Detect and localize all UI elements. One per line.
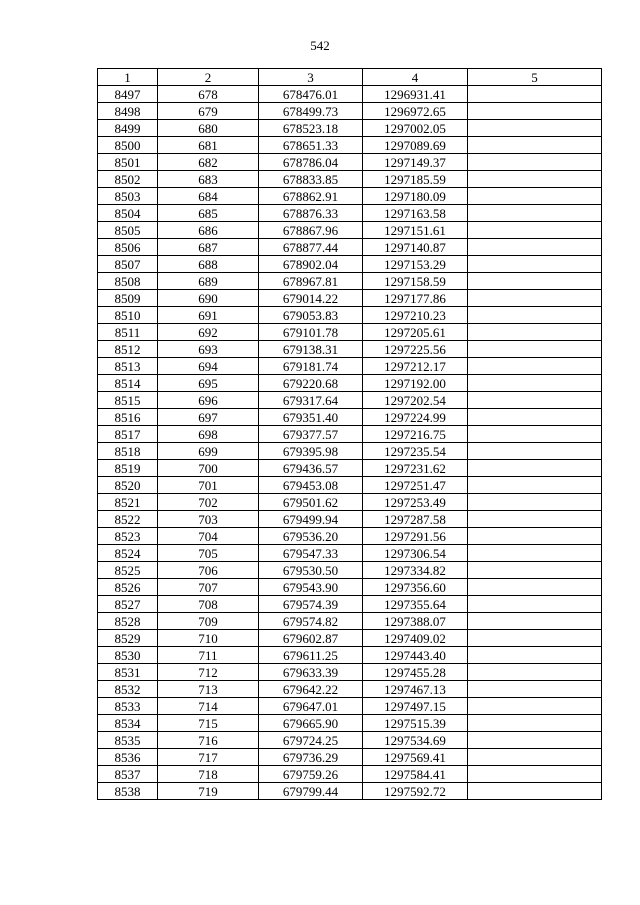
table-cell: 679543.90 — [259, 579, 363, 596]
table-cell: 718 — [158, 766, 259, 783]
table-cell: 8510 — [98, 307, 158, 324]
table-cell: 1297497.15 — [363, 698, 468, 715]
table-row — [98, 511, 602, 528]
table-cell: 1297235.54 — [363, 443, 468, 460]
table-cell: 678833.85 — [259, 171, 363, 188]
table-cell: 8511 — [98, 324, 158, 341]
table-cell — [468, 613, 602, 630]
table-cell: 678967.81 — [259, 273, 363, 290]
table-cell: 8534 — [98, 715, 158, 732]
table-cell — [468, 256, 602, 273]
table-cell — [468, 392, 602, 409]
table-cell: 8536 — [98, 749, 158, 766]
table-cell: 8505 — [98, 222, 158, 239]
table-row — [98, 494, 602, 511]
table-cell: 679633.39 — [259, 664, 363, 681]
table-cell: 688 — [158, 256, 259, 273]
table-cell — [468, 681, 602, 698]
table-cell: 682 — [158, 154, 259, 171]
table-cell: 8497 — [98, 86, 158, 103]
table-row — [98, 749, 602, 766]
table-cell: 1297210.23 — [363, 307, 468, 324]
table-row — [98, 103, 602, 120]
table-cell: 8504 — [98, 205, 158, 222]
table-cell: 8537 — [98, 766, 158, 783]
table-cell: 679377.57 — [259, 426, 363, 443]
table-cell: 8517 — [98, 426, 158, 443]
table-cell — [468, 222, 602, 239]
table-cell — [468, 375, 602, 392]
table-cell — [468, 307, 602, 324]
table-cell: 679220.68 — [259, 375, 363, 392]
table-cell: 679436.57 — [259, 460, 363, 477]
table-cell: 8530 — [98, 647, 158, 664]
table-row — [98, 613, 602, 630]
table-cell: 692 — [158, 324, 259, 341]
table-cell: 694 — [158, 358, 259, 375]
table-cell: 8502 — [98, 171, 158, 188]
table-cell: 678651.33 — [259, 137, 363, 154]
table-row — [98, 256, 602, 273]
table-cell: 1297467.13 — [363, 681, 468, 698]
coordinates-table — [97, 68, 602, 800]
table-cell: 719 — [158, 783, 259, 800]
table-cell — [468, 630, 602, 647]
table-cell: 8508 — [98, 273, 158, 290]
table-row — [98, 630, 602, 647]
table-cell — [468, 154, 602, 171]
table-row — [98, 460, 602, 477]
table-cell: 702 — [158, 494, 259, 511]
table-cell — [468, 596, 602, 613]
table-cell: 8532 — [98, 681, 158, 698]
table-cell: 679574.82 — [259, 613, 363, 630]
table-cell: 1297212.17 — [363, 358, 468, 375]
table-cell: 701 — [158, 477, 259, 494]
column-header: 1 — [98, 69, 158, 86]
table-row — [98, 443, 602, 460]
table-cell: 1297569.41 — [363, 749, 468, 766]
table-cell — [468, 647, 602, 664]
table-cell: 1296972.65 — [363, 103, 468, 120]
table-row — [98, 783, 602, 800]
table-cell: 1297334.82 — [363, 562, 468, 579]
table-row — [98, 477, 602, 494]
table-cell: 691 — [158, 307, 259, 324]
table-cell — [468, 579, 602, 596]
table-cell: 679642.22 — [259, 681, 363, 698]
table-cell: 679602.87 — [259, 630, 363, 647]
table-row — [98, 545, 602, 562]
table-cell — [468, 698, 602, 715]
table-cell: 683 — [158, 171, 259, 188]
table-cell: 1297216.75 — [363, 426, 468, 443]
table-cell — [468, 443, 602, 460]
table-cell: 679799.44 — [259, 783, 363, 800]
table-cell: 709 — [158, 613, 259, 630]
table-cell: 8515 — [98, 392, 158, 409]
table-cell — [468, 732, 602, 749]
table-cell: 678499.73 — [259, 103, 363, 120]
table-cell — [468, 477, 602, 494]
table-row — [98, 341, 602, 358]
table-cell: 8512 — [98, 341, 158, 358]
table-row — [98, 579, 602, 596]
table-row — [98, 307, 602, 324]
table-cell: 717 — [158, 749, 259, 766]
table-cell: 699 — [158, 443, 259, 460]
table-cell: 8499 — [98, 120, 158, 137]
table-cell: 1297534.69 — [363, 732, 468, 749]
table-cell: 1296931.41 — [363, 86, 468, 103]
table-row — [98, 290, 602, 307]
table-cell: 679536.20 — [259, 528, 363, 545]
table-cell — [468, 766, 602, 783]
table-cell: 8516 — [98, 409, 158, 426]
table-row — [98, 715, 602, 732]
table-cell: 706 — [158, 562, 259, 579]
table-cell — [468, 664, 602, 681]
table-cell — [468, 715, 602, 732]
table-cell: 1297455.28 — [363, 664, 468, 681]
table-cell — [468, 749, 602, 766]
table-row — [98, 171, 602, 188]
table-cell: 678876.33 — [259, 205, 363, 222]
table-row — [98, 222, 602, 239]
table-cell: 678877.44 — [259, 239, 363, 256]
table-cell: 1297443.40 — [363, 647, 468, 664]
table-cell: 679501.62 — [259, 494, 363, 511]
table-cell: 1297177.86 — [363, 290, 468, 307]
table-cell: 679759.26 — [259, 766, 363, 783]
table-cell: 8527 — [98, 596, 158, 613]
table-cell: 679724.25 — [259, 732, 363, 749]
table-row — [98, 392, 602, 409]
table-cell: 1297205.61 — [363, 324, 468, 341]
table-cell: 680 — [158, 120, 259, 137]
table-cell: 679736.29 — [259, 749, 363, 766]
table-cell: 712 — [158, 664, 259, 681]
table-cell: 678786.04 — [259, 154, 363, 171]
table-cell — [468, 545, 602, 562]
table-cell: 679665.90 — [259, 715, 363, 732]
table-cell: 713 — [158, 681, 259, 698]
table-cell: 714 — [158, 698, 259, 715]
table-row — [98, 154, 602, 171]
table-row — [98, 596, 602, 613]
table-row — [98, 324, 602, 341]
table-row — [98, 188, 602, 205]
table-cell — [468, 171, 602, 188]
column-header: 2 — [158, 69, 259, 86]
table-row — [98, 562, 602, 579]
table-cell: 710 — [158, 630, 259, 647]
table-row — [98, 273, 602, 290]
table-row — [98, 732, 602, 749]
table-cell: 8523 — [98, 528, 158, 545]
table-cell: 8501 — [98, 154, 158, 171]
table-cell: 1297291.56 — [363, 528, 468, 545]
table-cell: 679453.08 — [259, 477, 363, 494]
table-cell: 8535 — [98, 732, 158, 749]
table-cell: 697 — [158, 409, 259, 426]
table-cell: 1297231.62 — [363, 460, 468, 477]
table-cell — [468, 86, 602, 103]
table-row — [98, 681, 602, 698]
table-cell: 8503 — [98, 188, 158, 205]
table-cell: 693 — [158, 341, 259, 358]
table-cell: 1297306.54 — [363, 545, 468, 562]
table-cell: 715 — [158, 715, 259, 732]
table-body — [98, 86, 602, 800]
table-row — [98, 426, 602, 443]
table-cell: 8507 — [98, 256, 158, 273]
column-header: 5 — [468, 69, 602, 86]
table-cell: 1297409.02 — [363, 630, 468, 647]
table-cell — [468, 562, 602, 579]
table-cell — [468, 460, 602, 477]
table-cell: 8521 — [98, 494, 158, 511]
table-cell: 686 — [158, 222, 259, 239]
table-cell — [468, 137, 602, 154]
table-cell: 689 — [158, 273, 259, 290]
table-cell — [468, 358, 602, 375]
table-cell: 679138.31 — [259, 341, 363, 358]
table-cell: 8529 — [98, 630, 158, 647]
table-cell: 685 — [158, 205, 259, 222]
table-cell: 8528 — [98, 613, 158, 630]
table-cell — [468, 188, 602, 205]
table-cell: 679499.94 — [259, 511, 363, 528]
table-cell: 708 — [158, 596, 259, 613]
table-cell: 1297355.64 — [363, 596, 468, 613]
table-cell — [468, 324, 602, 341]
table-cell: 678867.96 — [259, 222, 363, 239]
table-cell: 8538 — [98, 783, 158, 800]
table-cell: 1297185.59 — [363, 171, 468, 188]
table-cell — [468, 511, 602, 528]
table-cell: 8524 — [98, 545, 158, 562]
table-row — [98, 664, 602, 681]
table-cell — [468, 528, 602, 545]
table-cell: 8522 — [98, 511, 158, 528]
table-cell: 678476.01 — [259, 86, 363, 103]
table-cell: 679395.98 — [259, 443, 363, 460]
table-cell: 698 — [158, 426, 259, 443]
table-cell: 695 — [158, 375, 259, 392]
table-row — [98, 698, 602, 715]
table-cell: 8533 — [98, 698, 158, 715]
table-cell: 679101.78 — [259, 324, 363, 341]
table-cell: 8498 — [98, 103, 158, 120]
table-cell: 679647.01 — [259, 698, 363, 715]
table-cell: 679547.33 — [259, 545, 363, 562]
table-cell: 1297388.07 — [363, 613, 468, 630]
table-cell — [468, 103, 602, 120]
table-cell: 1297149.37 — [363, 154, 468, 171]
table-cell: 679574.39 — [259, 596, 363, 613]
table-cell: 704 — [158, 528, 259, 545]
table-cell: 679611.25 — [259, 647, 363, 664]
table-cell — [468, 120, 602, 137]
table-cell: 681 — [158, 137, 259, 154]
table-cell: 711 — [158, 647, 259, 664]
table-cell: 678862.91 — [259, 188, 363, 205]
table-cell: 1297192.00 — [363, 375, 468, 392]
table-cell — [468, 426, 602, 443]
table-cell: 1297253.49 — [363, 494, 468, 511]
table-cell: 678523.18 — [259, 120, 363, 137]
table-cell: 8520 — [98, 477, 158, 494]
table-cell: 1297202.54 — [363, 392, 468, 409]
table-cell: 1297592.72 — [363, 783, 468, 800]
table-cell: 8519 — [98, 460, 158, 477]
table-row — [98, 375, 602, 392]
table-cell: 1297158.59 — [363, 273, 468, 290]
table-row — [98, 528, 602, 545]
table-cell — [468, 239, 602, 256]
table-cell: 684 — [158, 188, 259, 205]
table-row — [98, 239, 602, 256]
table-row — [98, 86, 602, 103]
table-cell: 1297089.69 — [363, 137, 468, 154]
table-cell: 1297153.29 — [363, 256, 468, 273]
table-cell: 696 — [158, 392, 259, 409]
table-cell: 1297151.61 — [363, 222, 468, 239]
table-cell: 8506 — [98, 239, 158, 256]
table-row — [98, 120, 602, 137]
table-cell: 716 — [158, 732, 259, 749]
page-number: 542 — [310, 38, 330, 53]
table-cell: 1297002.05 — [363, 120, 468, 137]
table-row — [98, 647, 602, 664]
table-cell: 690 — [158, 290, 259, 307]
table-cell: 8509 — [98, 290, 158, 307]
table-cell — [468, 205, 602, 222]
table-cell: 703 — [158, 511, 259, 528]
table-cell — [468, 273, 602, 290]
table-cell — [468, 341, 602, 358]
table-row — [98, 358, 602, 375]
table-cell: 1297140.87 — [363, 239, 468, 256]
table-cell: 705 — [158, 545, 259, 562]
table-cell: 679530.50 — [259, 562, 363, 579]
table-cell: 679014.22 — [259, 290, 363, 307]
table-row — [98, 409, 602, 426]
table-cell: 8513 — [98, 358, 158, 375]
table-cell: 679 — [158, 103, 259, 120]
table-row — [98, 137, 602, 154]
table-cell: 1297224.99 — [363, 409, 468, 426]
table-cell: 1297180.09 — [363, 188, 468, 205]
table-cell — [468, 494, 602, 511]
table-header-row — [98, 69, 602, 86]
table-cell: 678902.04 — [259, 256, 363, 273]
table-cell: 1297515.39 — [363, 715, 468, 732]
table-cell: 1297163.58 — [363, 205, 468, 222]
table-cell: 700 — [158, 460, 259, 477]
table-cell: 1297251.47 — [363, 477, 468, 494]
table-cell: 1297287.58 — [363, 511, 468, 528]
column-header: 4 — [363, 69, 468, 86]
table-cell — [468, 783, 602, 800]
table-cell: 1297356.60 — [363, 579, 468, 596]
table-cell: 8526 — [98, 579, 158, 596]
table-cell: 1297584.41 — [363, 766, 468, 783]
table-cell: 679181.74 — [259, 358, 363, 375]
table-cell: 8531 — [98, 664, 158, 681]
table-cell: 679053.83 — [259, 307, 363, 324]
table-row — [98, 205, 602, 222]
table-cell: 8514 — [98, 375, 158, 392]
table-cell: 8500 — [98, 137, 158, 154]
table-cell: 687 — [158, 239, 259, 256]
table-cell: 678 — [158, 86, 259, 103]
table-cell: 679317.64 — [259, 392, 363, 409]
table-cell: 1297225.56 — [363, 341, 468, 358]
table-cell: 707 — [158, 579, 259, 596]
table-cell: 8525 — [98, 562, 158, 579]
table-cell — [468, 290, 602, 307]
table-row — [98, 766, 602, 783]
table-cell: 679351.40 — [259, 409, 363, 426]
table-cell: 8518 — [98, 443, 158, 460]
table-cell — [468, 409, 602, 426]
column-header: 3 — [259, 69, 363, 86]
